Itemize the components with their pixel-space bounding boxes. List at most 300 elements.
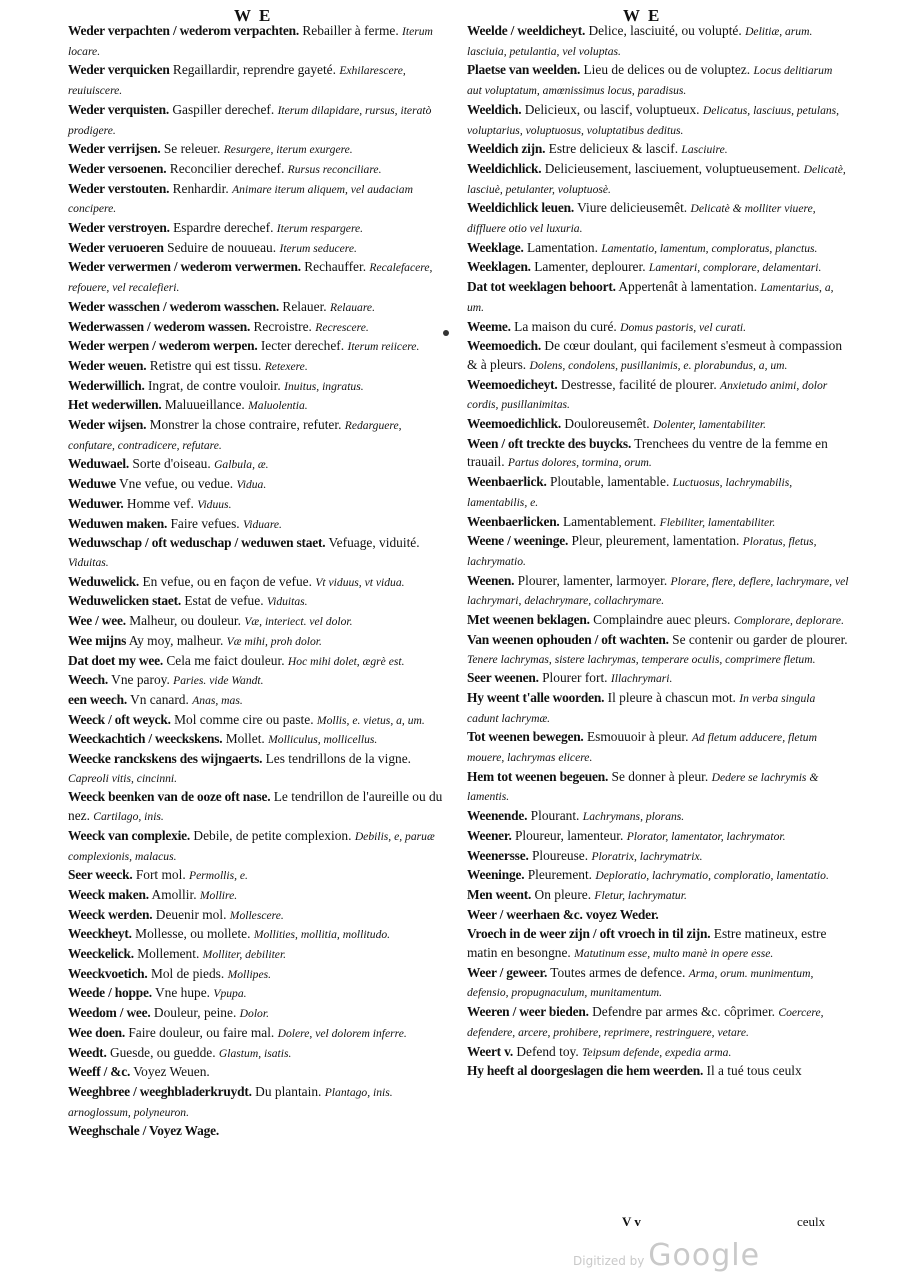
entry-latin-gloss: Relauare. <box>330 300 375 314</box>
dictionary-entry <box>467 925 849 963</box>
entry-french-gloss: Les tendrillons de la vigne. <box>262 751 411 767</box>
entry-headword: Weeck maken. <box>68 886 149 902</box>
running-head-right: W E <box>623 6 662 25</box>
entry-latin-gloss: Dedere se lachrymis & lamentis. <box>467 770 819 804</box>
dictionary-entry <box>467 866 849 886</box>
entry-headword: Van weenen ophouden / oft wachten. <box>467 631 669 647</box>
entry-french-gloss: De cœur doulant, qui facilement s'esmeut à compassion & à pleurs. <box>467 338 843 372</box>
entry-french-gloss: Vne vefue, ou vedue. <box>115 476 237 492</box>
entry-latin-gloss: In verba singula cadunt lachrymæ. <box>467 691 816 725</box>
dictionary-entry <box>68 377 450 397</box>
entry-french-gloss: Retistre qui est tissu. <box>146 357 265 373</box>
entry-french-gloss: Le tendrillon de l'aureille ou du nez. <box>68 789 443 824</box>
dictionary-entry <box>68 945 450 965</box>
entry-headword: Wederwillich. <box>68 377 145 393</box>
entry-headword: Hem tot weenen begeuen. <box>467 768 609 784</box>
dictionary-entry <box>467 61 849 100</box>
entry-latin-gloss: Iterum reiicere. <box>347 340 420 354</box>
entry-french-gloss: La maison du curé. <box>510 318 621 334</box>
entry-headword: Weemoedichlick. <box>467 416 562 432</box>
entry-french-gloss: Gaspiller derechef. <box>169 101 278 117</box>
dictionary-entry <box>68 534 450 572</box>
entry-headword: Weemoedich. <box>467 338 542 354</box>
signature-mark: V v <box>622 1214 641 1229</box>
entry-latin-gloss: Paries. vide Wandt. <box>173 674 264 688</box>
dictionary-entry <box>68 573 450 593</box>
entry-french-gloss: Rechauffer. <box>300 259 370 275</box>
entry-headword: Weduwelick. <box>68 573 140 589</box>
dictionary-entry <box>467 1003 849 1042</box>
entry-headword: Weder veruoeren <box>68 239 164 255</box>
entry-headword: Weder verwermen / wederom verwermen. <box>68 259 301 275</box>
entry-latin-gloss: Capreoli vitis, cincinni. <box>68 771 178 785</box>
entry-latin-gloss: Mollire. <box>199 888 238 902</box>
entry-french-gloss: Voyez Weuen. <box>130 1064 210 1080</box>
entry-headword: Hy heeft al doorgeslagen die hem weerden. <box>467 1063 704 1079</box>
entry-french-gloss: Lamenter, deplourer. <box>530 259 649 275</box>
dictionary-entry <box>68 1122 450 1142</box>
dictionary-entry <box>68 455 450 475</box>
entry-french-gloss: En vefue, ou en façon de vefue. <box>139 573 316 589</box>
entry-headword: Weder verstouten. <box>68 180 170 196</box>
dictionary-entry <box>467 532 849 571</box>
entry-latin-gloss: Vidua. <box>236 478 267 492</box>
dictionary-entry <box>467 669 849 689</box>
entry-french-gloss: Se contenir ou garder de plourer. <box>668 631 848 647</box>
entry-latin-gloss: Anxietudo animi, dolor cordis, pusillanimitas. <box>467 378 828 412</box>
entry-latin-gloss: Delitiæ, arum. lasciuia, petulantia, vel voluptas. <box>467 25 813 58</box>
entry-french-gloss: Delicieusement, lasciuement, voluptueusement. <box>541 160 804 176</box>
watermark-brand: Google <box>648 1238 761 1273</box>
entry-latin-gloss: Inuitus, ingratus. <box>284 379 364 393</box>
entry-headword: Seer weenen. <box>467 670 539 686</box>
entry-headword: Weeckachtich / weeckskens. <box>68 731 223 747</box>
entry-french-gloss: Seduire de nouueau. <box>163 239 280 255</box>
entry-latin-gloss: Tenere lachrymas, sistere lachrymas, temperare oculis, comprimere fletum. <box>467 652 816 666</box>
entry-french-gloss: Faire vefues. <box>167 515 243 531</box>
entry-latin-gloss: Plantago, inis. arnoglossum, polyneuron. <box>68 1085 393 1119</box>
dictionary-entry <box>68 180 450 219</box>
entry-headword: Weert v. <box>467 1043 513 1059</box>
dictionary-entry <box>467 513 849 533</box>
entry-french-gloss: Du plantain. <box>251 1083 325 1099</box>
entry-latin-gloss: Væ, interiect. vel dolor. <box>244 615 353 629</box>
entry-headword: Weede / hoppe. <box>68 985 152 1001</box>
entry-latin-gloss: Iterum respargere. <box>276 222 364 236</box>
dictionary-entry <box>68 730 450 750</box>
dictionary-entry <box>467 435 849 473</box>
dictionary-entry <box>467 631 849 669</box>
entry-french-gloss: Vne paroy. <box>108 672 174 688</box>
entry-french-gloss: Plourant. <box>527 808 583 824</box>
dictionary-entry <box>68 592 450 612</box>
dictionary-entry <box>467 689 849 728</box>
entry-headword: Weeckvoetich. <box>68 965 148 981</box>
dictionary-entry <box>68 140 450 160</box>
entry-latin-gloss: Fletur, lachrymatur. <box>594 888 687 902</box>
entry-latin-gloss: Lasciuire. <box>681 143 728 157</box>
entry-french-gloss: Defend toy. <box>513 1043 583 1059</box>
entry-french-gloss: Ingrat, de contre vouloir. <box>144 377 285 393</box>
entry-french-gloss: Estat de vefue. <box>181 593 267 609</box>
entry-latin-gloss: Coercere, defendere, arcere, prohibere, reprimere, restringuere, vetare. <box>467 1006 824 1039</box>
entry-latin-gloss: Delicatè & molliter viuere, diffluere otio vel luxuria. <box>467 202 816 236</box>
dictionary-entry <box>68 866 450 886</box>
dictionary-entry <box>467 906 849 926</box>
entry-latin-gloss: Illachrymari. <box>610 672 673 686</box>
entry-latin-gloss: Dolenter, lamentabiliter. <box>652 418 766 432</box>
entry-latin-gloss: Væ mihi, proh dolor. <box>226 634 322 648</box>
entry-french-gloss: Pleur, pleurement, lamentation. <box>568 533 743 549</box>
entry-headword: Weer / weerhaen &c. voyez Weder. <box>467 906 659 922</box>
entry-french-gloss: Lieu de delices ou de voluptez. <box>580 62 754 78</box>
entry-latin-gloss: Vpupa. <box>213 987 247 1001</box>
entry-headword: Weeck van complexie. <box>68 827 191 843</box>
dictionary-entry <box>467 140 849 160</box>
entry-french-gloss: Delice, lasciuité, ou volupté. <box>585 23 746 38</box>
entry-french-gloss: Lamentablement. <box>559 513 660 529</box>
dictionary-entry <box>467 847 849 867</box>
entry-latin-gloss: Dolens, condolens, pusillanimis, e. plorabundus, a, um. <box>529 358 788 372</box>
entry-headword: Seer weeck. <box>68 867 133 883</box>
entry-headword: Weduwer. <box>68 495 124 511</box>
dictionary-entry <box>467 278 849 317</box>
entry-latin-gloss: Retexere. <box>264 359 308 373</box>
entry-french-gloss: Esmouuoir à pleur. <box>583 729 692 745</box>
entry-latin-gloss: Dolere, vel dolorem inferre. <box>277 1026 407 1040</box>
entry-latin-gloss: Viduitas. <box>68 555 109 569</box>
entry-french-gloss: Cela me faict douleur. <box>162 652 288 668</box>
entry-french-gloss: Vne hupe. <box>151 985 214 1001</box>
entry-latin-gloss: Exhilarescere, reuiuiscere. <box>68 64 406 98</box>
dictionary-entry <box>467 239 849 259</box>
dictionary-entry <box>68 160 450 180</box>
dictionary-entry <box>467 318 849 338</box>
entry-headword: Weedom / wee. <box>68 1005 151 1021</box>
entry-latin-gloss: Domus pastoris, vel curati. <box>620 320 747 334</box>
entry-headword: Vroech in de weer zijn / oft vroech in til zijn. <box>467 926 711 942</box>
entry-latin-gloss: Mollescere. <box>229 908 284 922</box>
entry-french-gloss: Defendre par armes &c. côprimer. <box>588 1004 779 1020</box>
entry-latin-gloss: Partus dolores, tormina, orum. <box>507 456 652 470</box>
entry-french-gloss: Reconcilier derechef. <box>166 160 288 176</box>
entry-latin-gloss: Ploratrix, lachrymatrix. <box>591 849 703 863</box>
entry-latin-gloss: Viduus. <box>197 497 232 511</box>
entry-latin-gloss: Debilis, e, paruæ complexionis, malacus. <box>68 829 435 863</box>
entry-french-gloss: Guesde, ou guedde. <box>106 1044 219 1060</box>
entry-headword: Weeghschale / Voyez Wage. <box>68 1123 219 1139</box>
entry-headword: Weder versoenen. <box>68 160 167 176</box>
entry-latin-gloss: Hoc mihi dolet, ægrè est. <box>287 654 405 668</box>
dictionary-entry <box>68 101 450 140</box>
entry-latin-gloss: Cartilago, inis. <box>93 810 164 824</box>
entry-headword: Weduwael. <box>68 456 130 472</box>
dictionary-entry <box>68 318 450 338</box>
entry-latin-gloss: Lamentatio, lamentum, comploratus, planctus. <box>601 241 818 255</box>
entry-headword: Weeklage. <box>467 239 524 255</box>
entry-latin-gloss: Recrescere. <box>315 320 369 334</box>
dictionary-entry <box>467 376 849 415</box>
entry-headword: Weeck / oft weyck. <box>68 711 171 727</box>
dictionary-entry <box>467 258 849 278</box>
entry-french-gloss: Vefuage, viduité. <box>325 535 420 551</box>
entry-latin-gloss: Redarguere, confutare, contradicere, refutare. <box>68 419 402 452</box>
entry-french-gloss: Trenchees du ventre de la femme en trauail. <box>467 435 828 470</box>
entry-headword: Weeklagen. <box>467 259 531 275</box>
entry-headword: Hy weent t'alle woorden. <box>467 689 605 705</box>
entry-latin-gloss: Mollipes. <box>227 967 272 981</box>
entry-french-gloss: Complaindre auec pleurs. <box>589 612 734 628</box>
entry-french-gloss: Mol comme cire ou paste. <box>170 711 317 727</box>
entry-french-gloss: Mollesse, ou mollete. <box>131 926 254 942</box>
entry-headword: Het wederwillen. <box>68 397 162 413</box>
entry-headword: Weduwschap / oft weduschap / weduwen staet. <box>68 535 326 551</box>
dictionary-entry <box>467 807 849 827</box>
entry-headword: Weenende. <box>467 808 528 824</box>
entry-headword: Wee mijns <box>68 632 127 648</box>
entry-french-gloss: Relauer. <box>279 298 330 314</box>
entry-french-gloss: Ploureuse. <box>528 847 592 863</box>
entry-french-gloss: Lamentation. <box>523 239 602 255</box>
dictionary-entry <box>467 415 849 435</box>
entry-latin-gloss: Animare iterum aliquem, vel audaciam concipere. <box>68 182 413 216</box>
entry-latin-gloss: Mollities, mollitia, mollitudo. <box>253 928 391 942</box>
entry-french-gloss: Il pleure à chascun mot. <box>604 689 740 705</box>
entry-french-gloss: Recroistre. <box>250 318 316 334</box>
dictionary-entry <box>467 886 849 906</box>
entry-french-gloss: Douloreusemêt. <box>561 416 653 432</box>
entry-french-gloss: Delicieux, ou lascif, voluptueux. <box>521 101 703 117</box>
entry-headword: Weeren / weer bieden. <box>467 1004 589 1020</box>
entry-french-gloss: Fort mol. <box>132 867 190 883</box>
entry-latin-gloss: Locus delitiarum aut voluptatum, amœnissimus locus, paradisus. <box>467 64 833 98</box>
entry-headword: een weech. <box>68 691 127 707</box>
dictionary-entry <box>68 691 450 711</box>
entry-french-gloss: Iecter derechef. <box>257 338 348 354</box>
entry-headword: Weduwen maken. <box>68 515 168 531</box>
entry-headword: Dat tot weeklagen behoort. <box>467 279 616 295</box>
entry-latin-gloss: Delicatè, lasciuè, petulanter, voluptuosè. <box>467 162 846 196</box>
entry-french-gloss: Ay moy, malheur. <box>126 632 227 648</box>
entry-headword: Weecke ranckskens des wijngaerts. <box>68 751 263 767</box>
entry-latin-gloss: Resurgere, iterum exurgere. <box>223 143 353 157</box>
entry-headword: Weech. <box>68 672 109 688</box>
entry-latin-gloss: Luctuosus, lachrymabilis, lamentabilis, e. <box>467 476 793 509</box>
entry-french-gloss: Homme vef. <box>123 495 198 511</box>
entry-french-gloss: On pleure. <box>531 886 595 902</box>
dictionary-entry <box>68 632 450 652</box>
entry-headword: Wee / wee. <box>68 613 126 629</box>
entry-headword: Weder werpen / wederom werpen. <box>68 338 258 354</box>
entry-french-gloss: Se releuer. <box>160 141 224 157</box>
dictionary-entry <box>68 1063 450 1083</box>
dictionary-entry <box>68 357 450 377</box>
entry-latin-gloss: Maluolentia. <box>248 399 308 413</box>
entry-french-gloss: Viure delicieusemêt. <box>574 200 691 216</box>
entry-french-gloss: Debile, de petite complexion. <box>190 827 355 843</box>
entry-headword: Weeldich. <box>467 101 522 117</box>
entry-headword: Ween / oft treckte des buycks. <box>467 435 632 451</box>
entry-latin-gloss: Flebiliter, lamentabiliter. <box>659 515 776 529</box>
entry-latin-gloss: Viduitas. <box>266 595 308 609</box>
entry-headword: Weenbaerlicken. <box>467 513 560 529</box>
entry-headword: Men weent. <box>467 886 532 902</box>
entry-headword: Wederwassen / wederom wassen. <box>68 318 251 334</box>
entry-french-gloss: Pleurement. <box>524 867 596 883</box>
entry-latin-gloss: Vt viduus, vt vidua. <box>315 575 405 589</box>
entry-headword: Weduwelicken staet. <box>68 593 181 609</box>
entry-latin-gloss: Iterum seducere. <box>279 241 357 255</box>
entry-french-gloss: Amollir. <box>148 886 200 902</box>
dictionary-entry <box>68 416 450 455</box>
entry-french-gloss: Maluueillance. <box>161 397 249 413</box>
entry-headword: Plaetse van weelden. <box>467 62 581 78</box>
running-head-left: W E <box>234 6 273 25</box>
entry-headword: Weeckheyt. <box>68 926 132 942</box>
entry-latin-gloss: Permollis, e. <box>189 869 248 883</box>
entry-headword: Weemoedicheyt. <box>467 376 558 392</box>
entry-headword: Weeff / &c. <box>68 1064 131 1080</box>
entry-french-gloss: Estre matineux, estre matin en besongne. <box>467 926 827 961</box>
entry-latin-gloss: Plorare, flere, deflere, lachrymare, vel lachrymari, delachrymare, collachrymare. <box>467 574 849 608</box>
entry-headword: Tot weenen bewegen. <box>467 729 584 745</box>
entry-headword: Weeldich zijn. <box>467 141 546 157</box>
dictionary-entry <box>467 611 849 631</box>
entry-latin-gloss: Ploratus, fletus, lachrymatio. <box>467 535 817 568</box>
entry-french-gloss: Mollement. <box>133 946 203 962</box>
entry-headword: Met weenen beklagen. <box>467 612 590 628</box>
column-left <box>68 22 450 1142</box>
dictionary-entry <box>68 337 450 357</box>
dictionary-entry <box>68 515 450 535</box>
dictionary-entry <box>68 1004 450 1024</box>
entry-headword: Weeck beenken van de ooze oft nase. <box>68 789 271 805</box>
entry-french-gloss: Rebailler à ferme. <box>299 23 403 38</box>
entry-headword: Weduwe <box>68 476 116 492</box>
dictionary-entry <box>68 258 450 297</box>
entry-headword: Weeme. <box>467 318 511 334</box>
entry-french-gloss: Sorte d'oiseau. <box>129 456 215 472</box>
entry-french-gloss: Destresse, facilité de plourer. <box>557 376 721 392</box>
entry-headword: Weene / weeninge. <box>467 533 569 549</box>
dictionary-entry <box>68 886 450 906</box>
entry-headword: Weder weuen. <box>68 357 147 373</box>
entry-latin-gloss: Lamentari, complorare, delamentari. <box>648 261 822 275</box>
entry-french-gloss: Se donner à pleur. <box>608 768 712 784</box>
dictionary-entry <box>467 199 849 238</box>
dictionary-entry <box>68 612 450 632</box>
catchword: ceulx <box>797 1214 826 1229</box>
entry-headword: Weedt. <box>68 1044 107 1060</box>
entry-latin-gloss: Recalefacere, refouere, vel recalefieri. <box>68 261 433 295</box>
entry-french-gloss: Plourer fort. <box>538 670 611 686</box>
entry-headword: Weer / geweer. <box>467 964 548 980</box>
entry-headword: Weenersse. <box>467 847 529 863</box>
entry-latin-gloss: Ad fletum adducere, fletum mouere, lachrymas elicere. <box>467 731 817 765</box>
entry-french-gloss: Appertenât à lamentation. <box>615 279 761 295</box>
dictionary-entry <box>68 965 450 985</box>
entry-headword: Weder verquisten. <box>68 101 169 117</box>
dictionary-entry <box>68 396 450 416</box>
entry-latin-gloss: Delicatus, lasciuus, petulans, voluptarius, voluptuosus, voluptatibus deditus. <box>467 103 840 137</box>
entry-french-gloss: Ploutable, lamentable. <box>546 474 673 490</box>
dictionary-entry <box>68 239 450 259</box>
entry-headword: Weenbaerlick. <box>467 474 547 490</box>
dictionary-entry <box>467 1062 849 1082</box>
entry-latin-gloss: Arma, orum. munimentum, defensio, propugnaculum, munitamentum. <box>467 966 814 1000</box>
entry-headword: Weder wasschen / wederom wasschen. <box>68 298 280 314</box>
dictionary-entry <box>68 219 450 239</box>
entry-french-gloss: Malheur, ou douleur. <box>125 613 245 629</box>
entry-french-gloss: Mol de pieds. <box>147 965 228 981</box>
dictionary-entry <box>68 652 450 672</box>
entry-french-gloss: Il a tué tous ceulx <box>703 1063 802 1079</box>
dictionary-entry <box>68 711 450 731</box>
entry-latin-gloss: Iterum locare. <box>68 25 433 58</box>
entry-french-gloss: Deuenir mol. <box>152 906 230 922</box>
entry-latin-gloss: Dolor. <box>239 1007 269 1021</box>
dictionary-entry <box>467 768 849 807</box>
column-right <box>467 22 849 1082</box>
entry-latin-gloss: Anas, mas. <box>192 693 243 707</box>
entry-latin-gloss: Teipsum defende, expedia arma. <box>582 1045 732 1059</box>
dictionary-entry <box>68 475 450 495</box>
entry-french-gloss: Estre delicieux & lascif. <box>545 141 682 157</box>
dictionary-entry <box>467 337 849 375</box>
entry-french-gloss: Renhardir. <box>169 180 233 196</box>
entry-latin-gloss: Deploratio, lachrymatio, comploratio, lamentatio. <box>595 869 829 883</box>
entry-headword: Weenen. <box>467 572 515 588</box>
entry-french-gloss: Mollet. <box>222 731 269 747</box>
dictionary-entry <box>467 160 849 199</box>
entry-french-gloss: Espardre derechef. <box>169 220 277 236</box>
entry-headword: Weeldichlick. <box>467 160 542 176</box>
entry-latin-gloss: Plorator, lamentator, lachrymator. <box>626 829 786 843</box>
entry-latin-gloss: Glastum, isatis. <box>218 1046 292 1060</box>
entry-latin-gloss: Lachrymans, plorans. <box>582 810 685 824</box>
dictionary-entry <box>68 1024 450 1044</box>
dictionary-entry <box>68 495 450 515</box>
dictionary-entry <box>467 1043 849 1063</box>
entry-headword: Weeninge. <box>467 867 525 883</box>
dictionary-entry <box>467 22 849 61</box>
entry-latin-gloss: Lamentarius, a, um. <box>467 281 834 314</box>
entry-headword: Weder verrijsen. <box>68 141 161 157</box>
entry-french-gloss: Ploureur, lamenteur. <box>511 827 627 843</box>
dictionary-entry <box>467 728 849 767</box>
entry-headword: Dat doet my wee. <box>68 652 163 668</box>
entry-headword: Wee doen. <box>68 1024 125 1040</box>
dictionary-entry <box>68 788 450 826</box>
entry-french-gloss: Douleur, peine. <box>150 1005 240 1021</box>
ink-speck <box>443 330 449 336</box>
entry-headword: Weelde / weeldicheyt. <box>467 23 586 38</box>
entry-latin-gloss: Viduare. <box>243 517 282 531</box>
entry-latin-gloss: Matutinum esse, multo manè in opere esse. <box>574 947 774 961</box>
entry-headword: Weeghbree / weeghbladerkruydt. <box>68 1083 252 1099</box>
dictionary-entry <box>68 925 450 945</box>
entry-latin-gloss: Molliter, debiliter. <box>202 948 287 962</box>
dictionary-entry <box>68 22 450 61</box>
entry-french-gloss: Monstrer la chose contraire, refuter. <box>146 417 345 433</box>
dictionary-entry <box>68 1083 450 1122</box>
dictionary-entry <box>68 61 450 100</box>
dictionary-entry <box>467 964 849 1003</box>
entry-headword: Weeldichlick leuen. <box>467 200 575 216</box>
entry-french-gloss: Toutes armes de defence. <box>547 964 689 980</box>
entry-headword: Weener. <box>467 827 512 843</box>
entry-latin-gloss: Iterum dilapidare, rursus, iteratò prodigere. <box>68 103 432 137</box>
